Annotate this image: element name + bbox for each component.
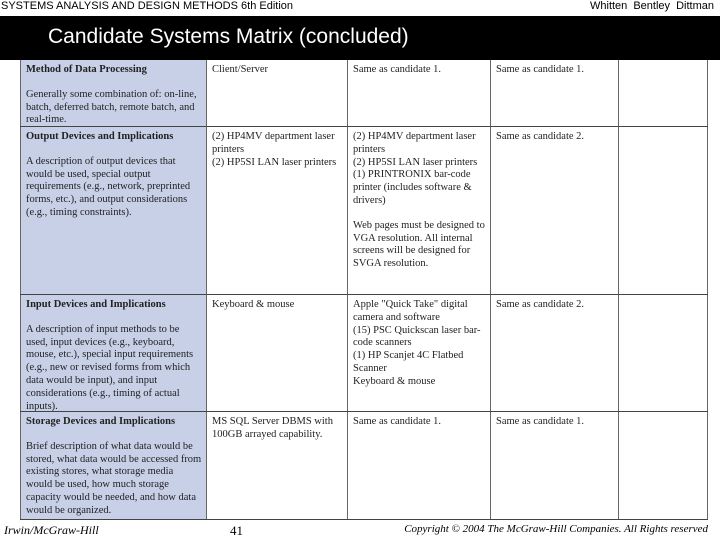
row-heading: Storage Devices and Implications	[26, 416, 176, 427]
candidate-5-cell	[619, 412, 708, 519]
row-heading: Output Devices and Implications	[26, 131, 174, 142]
table-row	[20, 295, 708, 412]
candidate-2-cell: (2) HP4MV department laser printers (2) HP5SI LAN laser printers	[207, 127, 348, 294]
candidate-4-cell: Same as candidate 1.	[491, 412, 619, 519]
table-row	[20, 127, 708, 295]
row-header-cell	[20, 295, 207, 411]
row-description: Generally some combination of: on-line, batch, deferred batch, remote batch, and real-time.	[26, 88, 197, 126]
title-bar	[0, 16, 720, 60]
candidate-5-cell	[619, 60, 708, 126]
candidate-3-cell: Same as candidate 1.	[348, 60, 491, 126]
row-header-cell	[20, 127, 207, 294]
copyright-label: Copyright © 2004 The McGraw-Hill Companies. All Rights reserved	[404, 523, 708, 535]
page-number: 41	[230, 523, 243, 538]
candidate-3-text: (2) HP4MV department laser printers (2) HP5SI LAN laser printers (1) PRINTRONIX bar-code printer (includes software & drivers)	[353, 131, 478, 206]
row-header-cell	[20, 412, 207, 519]
table-row	[20, 60, 708, 127]
candidate-2-cell: Keyboard & mouse	[207, 295, 348, 411]
candidate-4-cell: Same as candidate 2.	[491, 127, 619, 294]
slide-title: Candidate Systems Matrix (concluded)	[48, 25, 409, 48]
candidate-4-cell: Same as candidate 2.	[491, 295, 619, 411]
row-description: Brief description of what data would be stored, what data would be accessed from existing stores, what storage media would be used, how much storage capacity would be needed, and how data would be organized.	[26, 440, 202, 516]
book-title: SYSTEMS ANALYSIS AND DESIGN METHODS 6th Edition	[1, 0, 294, 12]
candidate-3-cell: Apple "Quick Take" digital camera and software (15) PSC Quickscan laser bar-code scanners (1) HP Scanjet 4C Flatbed Scanner Keyboard & mouse	[348, 295, 491, 411]
row-description: A description of input methods to be used, input devices (e.g., keyboard, mouse, etc.), special input requirements (e.g., new or revised forms from which data would be input), and input considerations (e.g., timing of actual inputs).	[26, 323, 194, 411]
row-heading: Method of Data Processing	[26, 64, 147, 75]
row-heading: Input Devices and Implications	[26, 299, 166, 310]
candidate-3-note: Web pages must be designed to VGA resolution. All internal screens will be designed for SVGA resolution.	[353, 219, 485, 270]
candidate-2-cell: MS SQL Server DBMS with 100GB arrayed capability.	[207, 412, 348, 519]
candidate-2-cell: Client/Server	[207, 60, 348, 126]
candidate-5-cell	[619, 127, 708, 294]
candidate-3-cell	[348, 127, 491, 294]
authors-label: Whitten Bentley Dittman	[590, 0, 714, 12]
publisher-label: Irwin/McGraw-Hill	[4, 523, 99, 537]
row-description: A description of output devices that would be used, special output requirements (e.g., network, preprinted forms, etc.), and output considerations (e.g., timing constraints).	[26, 155, 191, 218]
candidate-5-cell	[619, 295, 708, 411]
row-header-cell	[20, 60, 207, 126]
candidate-4-cell: Same as candidate 1.	[491, 60, 619, 126]
slide-footer	[0, 520, 720, 540]
candidate-matrix-table	[20, 60, 708, 520]
table-row	[20, 412, 708, 520]
edition-label: 6th Edition	[241, 0, 294, 12]
slide-header	[0, 0, 720, 16]
candidate-3-cell: Same as candidate 1.	[348, 412, 491, 519]
